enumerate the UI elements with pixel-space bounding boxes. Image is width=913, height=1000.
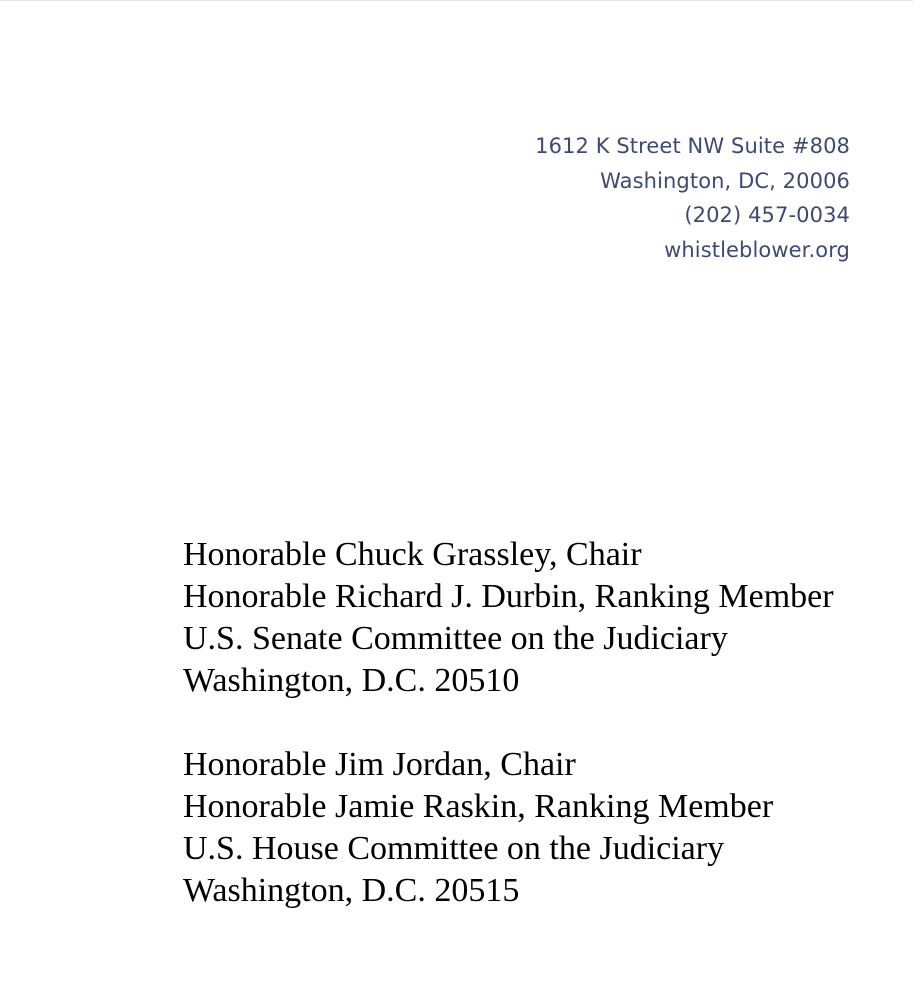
senate-chair-line: Honorable Chuck Grassley, Chair (183, 536, 642, 573)
house-city-zip-line: Washington, D.C. 20515 (183, 872, 520, 909)
senate-city-zip-line: Washington, D.C. 20510 (183, 662, 520, 699)
house-ranking-member-line: Honorable Jamie Raskin, Ranking Member (183, 788, 774, 825)
house-committee-recipient (183, 744, 834, 912)
letterhead-contact-block (535, 129, 850, 263)
letterhead-street-address: 1612 K Street NW Suite #808 (535, 134, 850, 158)
letterhead-phone: (202) 457-0034 (684, 203, 850, 227)
house-committee-name-line: U.S. House Committee on the Judiciary (183, 830, 725, 867)
senate-committee-recipient (183, 534, 834, 702)
senate-ranking-member-line: Honorable Richard J. Durbin, Ranking Member (183, 578, 834, 615)
letterhead-website: whistleblower.org (664, 237, 850, 262)
letterhead-city-state-zip: Washington, DC, 20006 (600, 168, 850, 193)
senate-committee-name-line: U.S. Senate Committee on the Judiciary (183, 620, 728, 657)
recipients-address-block (183, 534, 834, 912)
house-chair-line: Honorable Jim Jordan, Chair (183, 746, 576, 783)
